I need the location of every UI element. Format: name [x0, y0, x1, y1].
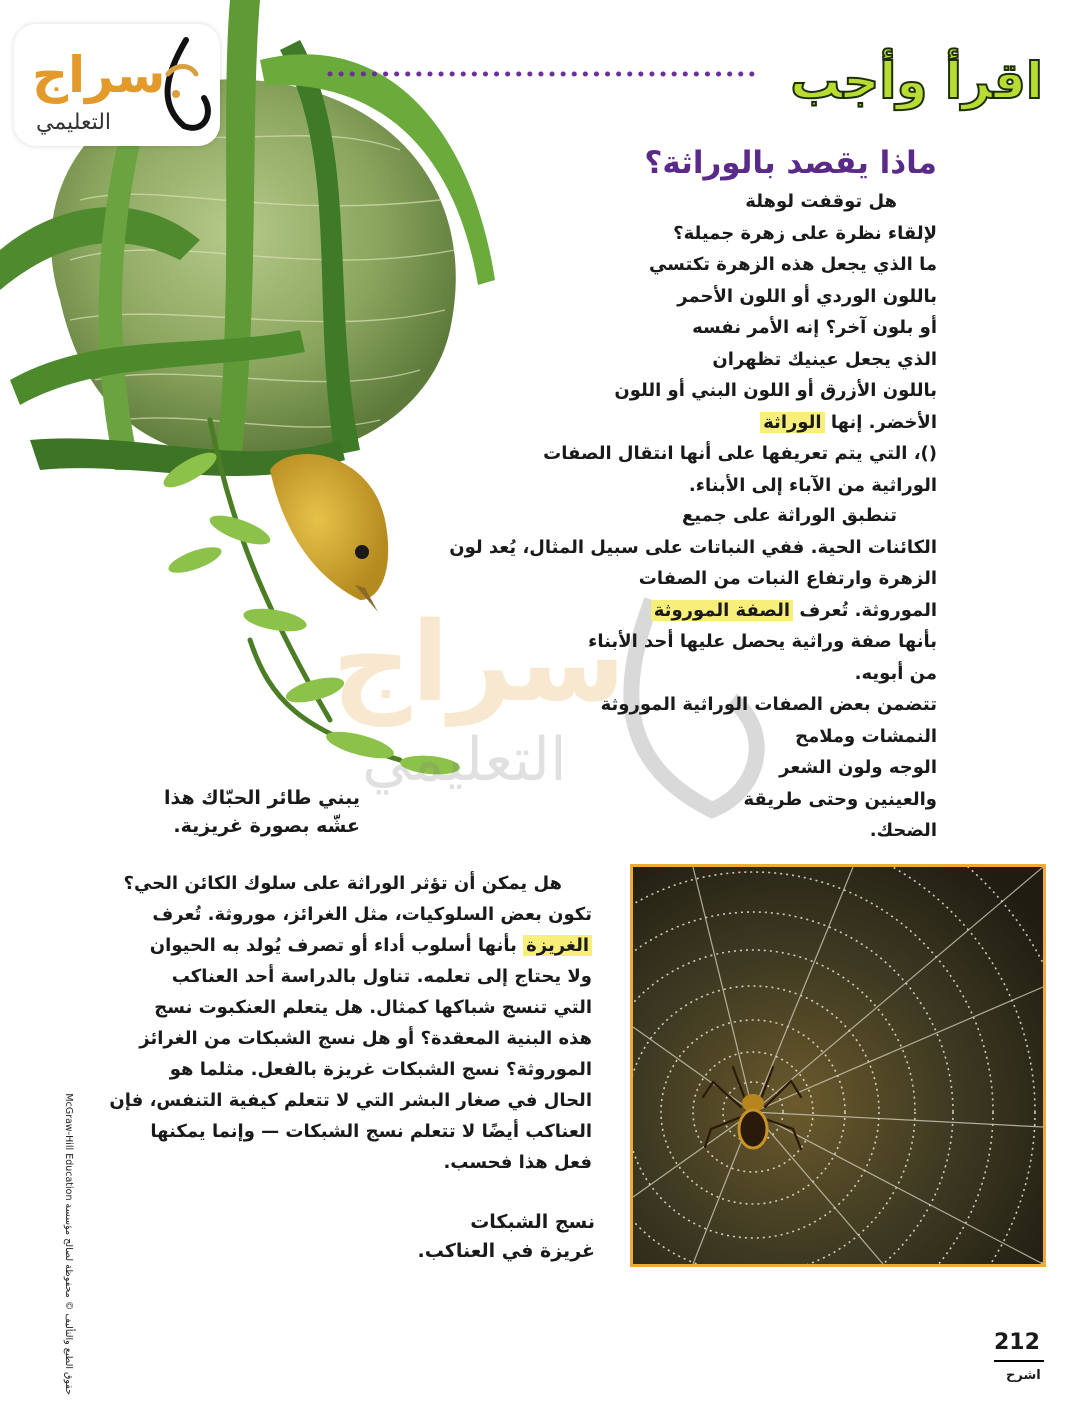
highlighted-term-heredity: الوراثة [760, 412, 824, 433]
paragraph-instinct [82, 868, 592, 1178]
text-line: العناكب أيضًا لا تتعلم نسج الشبكات — وإنما يمكنها [150, 1121, 592, 1142]
text-line [397, 407, 937, 439]
text-line: فعل هذا فحسب. [443, 1152, 592, 1173]
text-line: باللون الوردي أو اللون الأحمر [677, 285, 937, 307]
text-line: الوجه ولون الشعر [779, 757, 937, 778]
copyright-notice: حقوق الطبع والتأليف © محفوظة لصالح مؤسسة McGraw-Hill Education [63, 1093, 74, 1395]
text-line: والعينين وحتى طريقة [743, 788, 937, 810]
brand-logo [14, 24, 220, 146]
caption-line: نسج الشبكات [470, 1211, 595, 1233]
section-title: اقرأ وأجب [790, 52, 1043, 110]
paragraph-inherited-traits [377, 500, 937, 847]
text-fragment: الأخضر. إنها [830, 411, 937, 433]
text-fragment: بأنها أسلوب أداء أو تصرف يُولد به الحيوان [149, 935, 517, 956]
text-line: النمشات وملامح [795, 725, 937, 747]
text-line: من أبويه. [854, 662, 937, 684]
text-line: الزهرة وارتفاع النبات من الصفات [638, 568, 937, 589]
text-line: بأنها صفة وراثية يحصل عليها أحد الأبناء [588, 631, 937, 652]
logo-name: سراج [32, 46, 166, 104]
caption-line: يبني طائر الحبّاك هذا [163, 787, 360, 809]
highlighted-term-inherited-trait: الصفة الموروثة [651, 600, 793, 621]
spider-web-photo [630, 864, 1046, 1267]
text-line: الموروثة؟ نسج الشبكات غريزة بالفعل. مثلما هو [169, 1059, 592, 1080]
text-line: أو بلون آخر؟ إنه الأمر نفسه [692, 317, 937, 338]
text-line: تنطبق الوراثة على جميع [682, 505, 897, 526]
text-line: ()، التي يتم تعريفها على أنها انتقال الصفات [543, 443, 937, 464]
paragraph-heredity [397, 186, 937, 501]
text-line: لإلقاء نظرة على زهرة جميلة؟ [673, 222, 937, 244]
title-dotted-rule [326, 70, 766, 78]
caption-line: غريزة في العناكب. [417, 1240, 595, 1262]
text-line: باللون الأزرق أو اللون البني أو اللون [614, 380, 937, 401]
page-number: 212 [994, 1330, 1040, 1355]
text-line: تكون بعض السلوكيات، مثل الغرائز، موروثة. تُعرف [152, 904, 592, 925]
spider-photo-caption [405, 1208, 595, 1266]
logo-subtitle: التعليمي [36, 110, 112, 135]
page-label: اشرح [1006, 1368, 1041, 1383]
watermark-name: سراج [332, 598, 626, 726]
text-line: ما الذي يجعل هذه الزهرة تكتسي [648, 254, 937, 275]
subsection-heading: ماذا يقصد بالوراثة؟ [644, 145, 937, 181]
text-line: ولا يحتاج إلى تعلمه. تناول بالدراسة أحد العناكب [171, 966, 592, 987]
text-line: التي تنسج شباكها كمثال. هل يتعلم العنكبوت نسج [154, 997, 592, 1018]
text-line: هل توقفت لوهلة [745, 191, 897, 212]
text-line: هذه البنية المعقدة؟ أو هل نسج الشبكات من الغرائز [139, 1028, 592, 1049]
text-line: الوراثية من الآباء إلى الأبناء. [688, 474, 937, 496]
text-line: تتضمن بعض الصفات الوراثية الموروثة [600, 694, 937, 715]
page-number-rule [994, 1360, 1044, 1362]
text-line: الكائنات الحية. ففي النباتات على سبيل المثال، يُعد لون [449, 536, 937, 558]
text-line: الحال في صغار البشر التي لا تتعلم كيفية التنفس، فإن [109, 1090, 592, 1111]
watermark-subtitle: التعليمي [362, 725, 567, 795]
logo-calligraphy-icon [146, 34, 218, 138]
text-line [82, 930, 592, 961]
text-line: الذي يجعل عينيك تظهران [712, 348, 937, 370]
highlighted-term-instinct: الغريزة [523, 935, 592, 956]
text-line: الضحك. [869, 820, 937, 841]
text-line [377, 595, 937, 627]
text-fragment: الموروثة. تُعرف [799, 599, 937, 621]
bird-photo-caption [120, 784, 360, 840]
text-line: هل يمكن أن تؤثر الوراثة على سلوك الكائن الحي؟ [123, 873, 562, 894]
caption-line: عشّه بصورة غريزية. [173, 815, 360, 837]
